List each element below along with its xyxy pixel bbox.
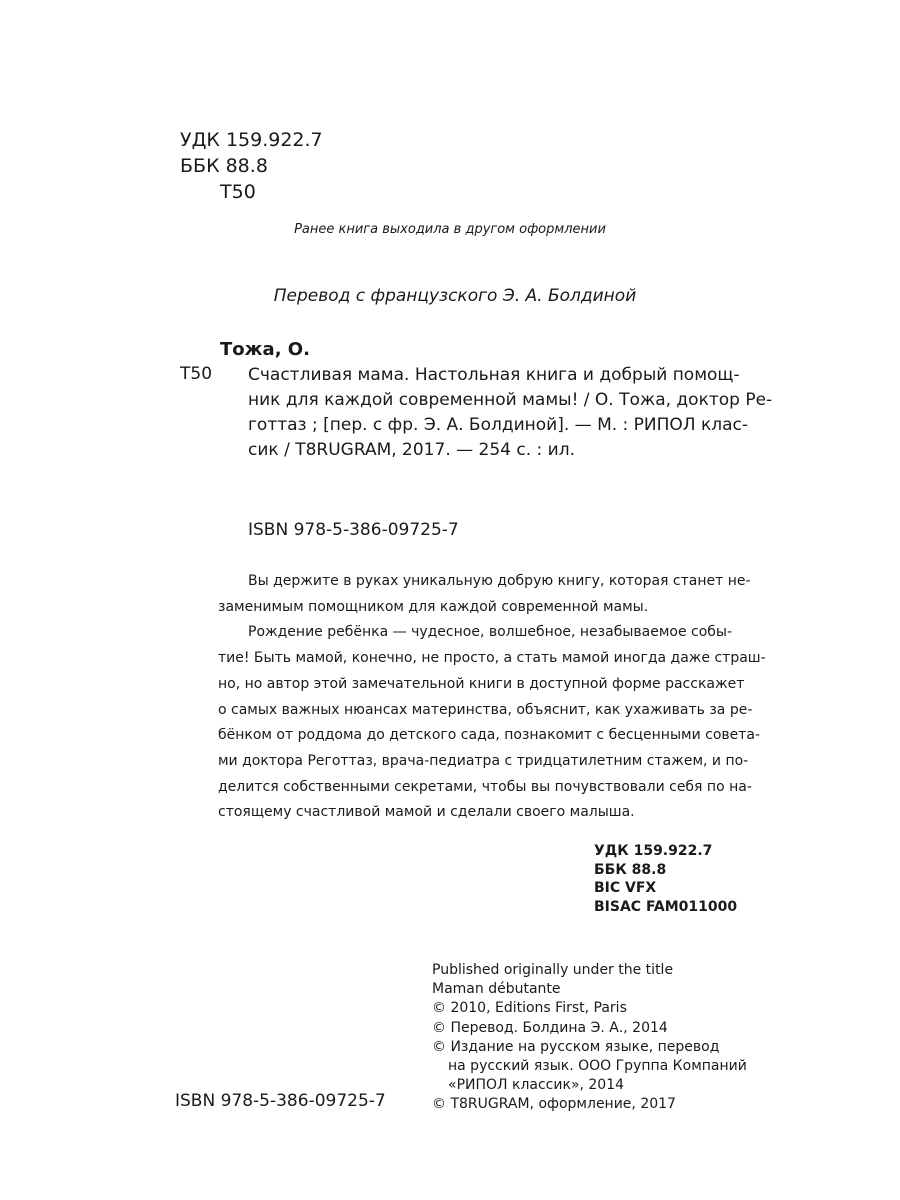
annotation-line: заменимым помощником для каждой современной мамы. [218,598,649,615]
annotation-line: тие! Быть мамой, конечно, не просто, а стать мамой иногда даже страш- [218,650,766,667]
bbk-code: ББК 88.8 [180,155,268,177]
bold-classification-codes [594,842,737,916]
udk-code: УДК 159.922.7 [180,129,323,151]
code-line: ББК 88.8 [594,861,667,878]
annotation-line: но, но автор этой замечательной книги в доступной форме расскажет [218,675,745,692]
copyright-block [432,961,747,1115]
copyright-line: © Издание на русском языке, перевод [432,1038,720,1055]
copyright-line: Published originally under the title [432,962,674,978]
isbn: ISBN 978-5-386-09725-7 [248,520,459,540]
annotation-line: ми доктора Реготтаз, врача-педиатра с тридцатилетним стажем, и по- [218,752,749,769]
previous-edition-note: Ранее книга выходила в другом оформлении [294,222,606,237]
code-line: BIC VFX [594,880,657,896]
copyright-line: © T8RUGRAM, оформление, 2017 [432,1096,676,1113]
annotation-line: бёнком от роддома до детского сада, познакомит с бесценными совета- [218,727,761,744]
translator-credit: Перевод с французского Э. А. Болдиной [273,286,637,306]
annotation-line: о самых важных нюансах материнства, объяснит, как ухаживать за ре- [218,701,753,718]
author-mark: Т50 [220,181,256,203]
copyright-line: «РИПОЛ классик», 2014 [448,1077,625,1094]
biblio-line: сик / T8RUGRAM, 2017. — 254 с. : ил. [248,440,575,460]
copyright-line: Maman débutante [432,981,561,998]
code-line: УДК 159.922.7 [594,843,713,859]
annotation [218,569,766,826]
bibliographic-description [248,363,773,463]
author-name: Тожа, О. [220,339,310,360]
copyright-line: © Перевод. Болдина Э. А., 2014 [432,1019,668,1036]
biblio-line: ник для каждой современной мамы! / О. Тожа, доктор Ре- [248,390,773,410]
isbn-bottom: ISBN 978-5-386-09725-7 [175,1091,386,1111]
classification-codes [180,127,323,205]
biblio-line: готтаз ; [пер. с фр. Э. А. Болдиной]. — М. : РИПОЛ клас- [248,415,749,435]
copyright-line: © 2010, Editions First, Paris [432,1000,627,1017]
code-line: BISAC FAM011000 [594,898,738,915]
biblio-line: Счастливая мама. Настольная книга и добрый помощ- [248,365,740,385]
annotation-line: Рождение ребёнка — чудесное, волшебное, незабываемое собы- [248,624,733,641]
annotation-line: Вы держите в руках уникальную добрую книгу, которая станет не- [248,573,751,589]
annotation-line: стоящему счастливой мамой и сделали своего малыша. [218,804,635,821]
annotation-line: делится собственными секретами, чтобы вы почувствовали себя по на- [218,778,752,795]
copyright-line: на русский язык. ООО Группа Компаний [448,1058,747,1075]
side-author-mark: Т50 [180,364,213,384]
